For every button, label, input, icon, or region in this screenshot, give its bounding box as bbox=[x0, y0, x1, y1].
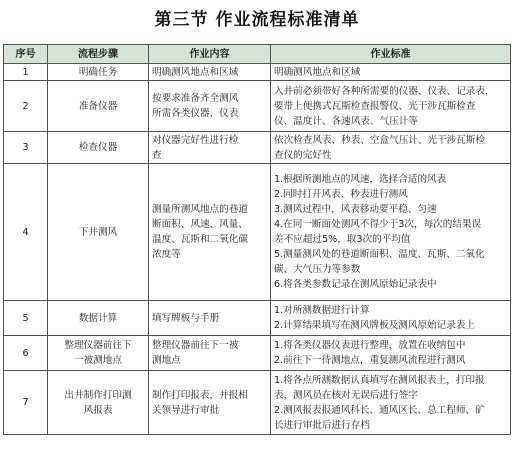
standard-cell-line: 差不应超过5%，取3次的平均值 bbox=[274, 234, 411, 245]
step-cell bbox=[48, 371, 149, 435]
standard-cell-line: 1.根据所测地点的风速，选择合适的风表 bbox=[274, 174, 447, 185]
content-cell-line: 查 bbox=[152, 149, 162, 161]
standard-cell bbox=[271, 81, 511, 132]
table-row bbox=[4, 301, 511, 336]
row-number: 5 bbox=[4, 301, 48, 336]
standard-cell bbox=[271, 301, 511, 336]
header-standard: 作业标准 bbox=[271, 45, 511, 64]
standard-cell-line: 仪、温度计、各速风表、气压计等 bbox=[274, 115, 418, 127]
step-cell-line: 检查仪器 bbox=[78, 142, 118, 153]
standard-cell-line: 长进行审批后进行存档 bbox=[274, 419, 370, 431]
table-row bbox=[4, 371, 511, 435]
content-cell-line: 明确测风地点和区域 bbox=[152, 66, 239, 78]
header-content: 作业内容 bbox=[149, 45, 271, 64]
header-num: 序号 bbox=[4, 45, 48, 64]
standard-cell-line: 2.同时打开风表、秒表进行测风 bbox=[274, 189, 408, 200]
step-cell bbox=[48, 301, 149, 336]
content-cell bbox=[149, 64, 271, 81]
content-cell bbox=[149, 371, 271, 435]
standard-cell-line: 2.测风报表报通风科长、通风区长、总工程师、矿 bbox=[274, 404, 485, 416]
row-number: 2 bbox=[4, 81, 48, 132]
standard-cell bbox=[271, 371, 511, 435]
step-cell bbox=[48, 64, 149, 81]
standard-cell-line: 4.在同一断面处测风不得少于3次，每次的结果误 bbox=[274, 219, 482, 230]
content-cell-line: 关领导进行审批 bbox=[152, 404, 220, 416]
standard-cell-line: 要带上便携式瓦斯检查报警仪、光干涉瓦斯检查 bbox=[274, 100, 476, 112]
step-cell bbox=[48, 81, 149, 132]
standard-cell-line: 碳、大气压力等参数 bbox=[274, 264, 361, 275]
standard-cell-line: 2.计算结果填写在测风牌板及测风原始记录表上 bbox=[274, 320, 476, 331]
content-cell bbox=[149, 301, 271, 336]
standard-cell-line: 2.前往下一待测地点，重复测风流程进行测风 bbox=[274, 355, 466, 366]
content-cell bbox=[149, 164, 271, 301]
table-row bbox=[4, 336, 511, 371]
document-title: 第三节 作业流程标准清单 bbox=[154, 10, 360, 30]
standard-cell-line: 5.测量测风处的巷道断面积、温度、瓦斯、二氧化 bbox=[274, 249, 485, 260]
standard-cell bbox=[271, 64, 511, 81]
step-cell bbox=[48, 164, 149, 301]
table-row bbox=[4, 132, 511, 164]
step-cell-line: 整理仪器前往下 bbox=[64, 340, 132, 351]
standard-cell-line: 6.将各类参数记录在测风原始记录表中 bbox=[274, 279, 437, 290]
content-cell-line: 整理仪器前往下一被 bbox=[152, 340, 239, 351]
content-cell bbox=[149, 132, 271, 164]
content-cell-line: 填写牌板与手册 bbox=[152, 312, 220, 324]
table-body bbox=[4, 64, 511, 435]
step-cell bbox=[48, 336, 149, 371]
content-cell-line: 按要求准备齐全测风 bbox=[152, 93, 239, 104]
table-header-row bbox=[4, 45, 511, 64]
standard-cell-line: 入井前必须带好各种所需要的仪器、仪表、记录表， bbox=[274, 85, 495, 97]
table-row bbox=[4, 81, 511, 132]
step-cell-line: 下井测风 bbox=[78, 226, 118, 238]
step-cell-line: 出井制作打印测 bbox=[64, 389, 132, 401]
standard-cell-line: 依次检查风表、秒表、空盒气压计、光干涉瓦斯检 bbox=[274, 134, 486, 146]
row-number: 4 bbox=[4, 164, 48, 301]
header-step: 流程步骤 bbox=[48, 45, 149, 64]
content-cell bbox=[149, 336, 271, 371]
standard-cell-line: 明确测风地点和区域 bbox=[274, 66, 361, 78]
workflow-table bbox=[3, 44, 511, 435]
row-number: 3 bbox=[4, 132, 48, 164]
step-cell-line: 风报表 bbox=[83, 404, 113, 416]
standard-cell-line: 3.测风过程中，风表移动要平稳、匀速 bbox=[274, 204, 437, 215]
row-number: 1 bbox=[4, 64, 48, 81]
table-row bbox=[4, 164, 511, 301]
content-cell-line: 测量所测风地点的巷道 bbox=[152, 204, 248, 215]
standard-cell-line: 1.对所测数据进行计算 bbox=[274, 305, 370, 316]
content-cell-line: 断面积、风速、风量、 bbox=[152, 219, 248, 230]
step-cell-line: 明确任务 bbox=[78, 66, 118, 78]
standard-cell bbox=[271, 164, 511, 301]
content-cell-line: 对仪器完好性进行检 bbox=[152, 134, 239, 146]
content-cell-line: 浓度等 bbox=[152, 249, 181, 260]
content-cell-line: 温度、瓦斯和二氧化碳 bbox=[152, 234, 248, 245]
row-number: 6 bbox=[4, 336, 48, 371]
step-cell-line: 准备仪器 bbox=[78, 100, 118, 112]
content-cell-line: 所需各类仪器、仪表 bbox=[152, 108, 239, 119]
standard-cell bbox=[271, 132, 511, 164]
standard-cell-line: 1.将各点所测数据认真填写在测风报表上，打印报 bbox=[274, 374, 485, 386]
content-cell-line: 制作打印报表，并报相 bbox=[152, 389, 248, 401]
content-cell bbox=[149, 81, 271, 132]
step-cell bbox=[48, 132, 149, 164]
standard-cell bbox=[271, 336, 511, 371]
standard-cell-line: 查仪的完好性 bbox=[274, 149, 332, 161]
content-cell-line: 测地点 bbox=[152, 355, 181, 366]
table-row bbox=[4, 64, 511, 81]
step-cell-line: 数据计算 bbox=[78, 312, 118, 324]
step-cell-line: 一被测地点 bbox=[74, 355, 122, 366]
standard-cell-line: 表，测风员在核对无误后进行签字 bbox=[274, 389, 418, 401]
standard-cell-line: 1.将各类仪器仪表进行整理，放置在收纳包中 bbox=[274, 340, 466, 351]
row-number: 7 bbox=[4, 371, 48, 435]
